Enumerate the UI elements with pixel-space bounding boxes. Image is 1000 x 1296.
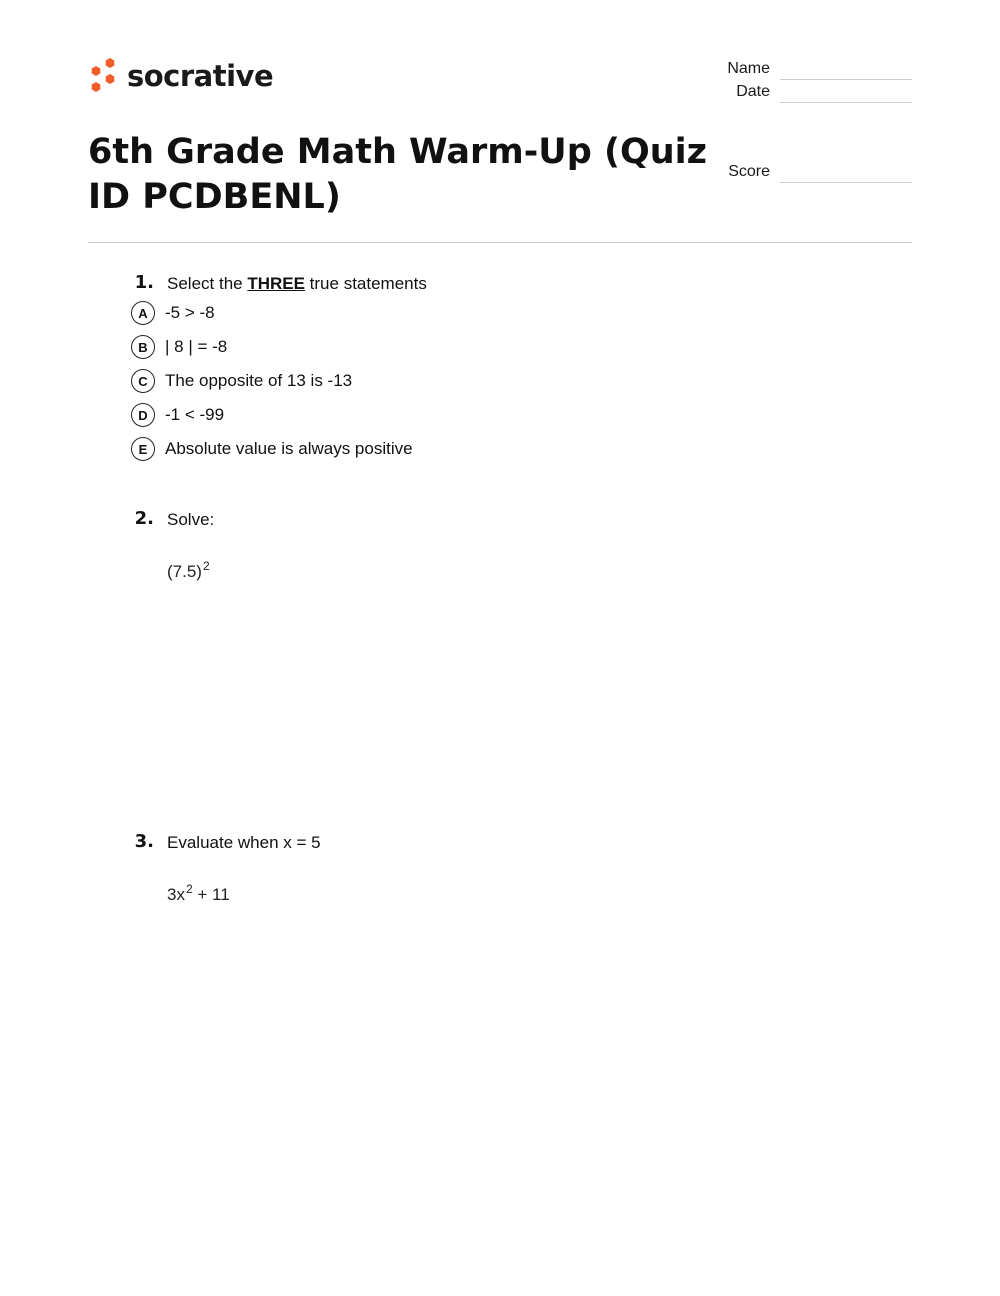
option-b[interactable] <box>131 334 227 360</box>
name-line <box>780 79 912 80</box>
option-e[interactable] <box>131 436 413 462</box>
option-c[interactable] <box>131 368 352 394</box>
option-letter-circle: A <box>131 301 155 325</box>
date-field[interactable] <box>700 83 912 107</box>
expression-exponent: 2 <box>202 559 210 573</box>
question-number: 3. <box>134 831 154 852</box>
question-expression <box>167 882 230 905</box>
prompt-text: Select the <box>167 274 248 293</box>
prompt-text: true statements <box>304 274 427 293</box>
option-letter-circle: C <box>131 369 155 393</box>
page-title: 6th Grade Math Warm-Up (Quiz ID PCDBENL) <box>88 132 707 217</box>
question-expression <box>167 559 210 582</box>
option-d[interactable] <box>131 402 224 428</box>
question-prompt: Solve: <box>167 510 215 529</box>
name-label: Name <box>727 60 770 77</box>
prompt-emphasis: THREE <box>247 274 305 293</box>
date-line <box>780 102 912 103</box>
expression-exponent: 2 <box>185 882 193 896</box>
question-prompt <box>167 274 427 294</box>
hexagon-cluster-icon <box>88 56 118 96</box>
score-field[interactable] <box>700 163 912 187</box>
question-prompt: Evaluate when x = 5 <box>167 833 321 852</box>
question-number: 1. <box>134 272 154 293</box>
name-field[interactable] <box>700 60 912 84</box>
socrative-logo <box>88 56 273 96</box>
expression-base: (7.5) <box>167 562 202 581</box>
date-label: Date <box>736 83 770 100</box>
option-text: -1 < -99 <box>165 405 225 424</box>
expression-tail: + 11 <box>192 885 230 904</box>
option-text: Absolute value is always positive <box>165 439 413 458</box>
score-label: Score <box>728 163 770 180</box>
question-number: 2. <box>134 508 154 529</box>
option-text: -5 > -8 <box>165 303 215 322</box>
header-divider <box>88 242 912 243</box>
expression-base: 3x <box>167 885 185 904</box>
option-letter-circle: D <box>131 403 155 427</box>
brand-name: socrative <box>127 59 274 93</box>
option-text: | 8 | = -8 <box>165 337 228 356</box>
option-letter-circle: B <box>131 335 155 359</box>
option-a[interactable] <box>131 300 215 326</box>
option-letter-circle: E <box>131 437 155 461</box>
score-line <box>780 182 912 183</box>
option-text: The opposite of 13 is -13 <box>165 371 353 390</box>
